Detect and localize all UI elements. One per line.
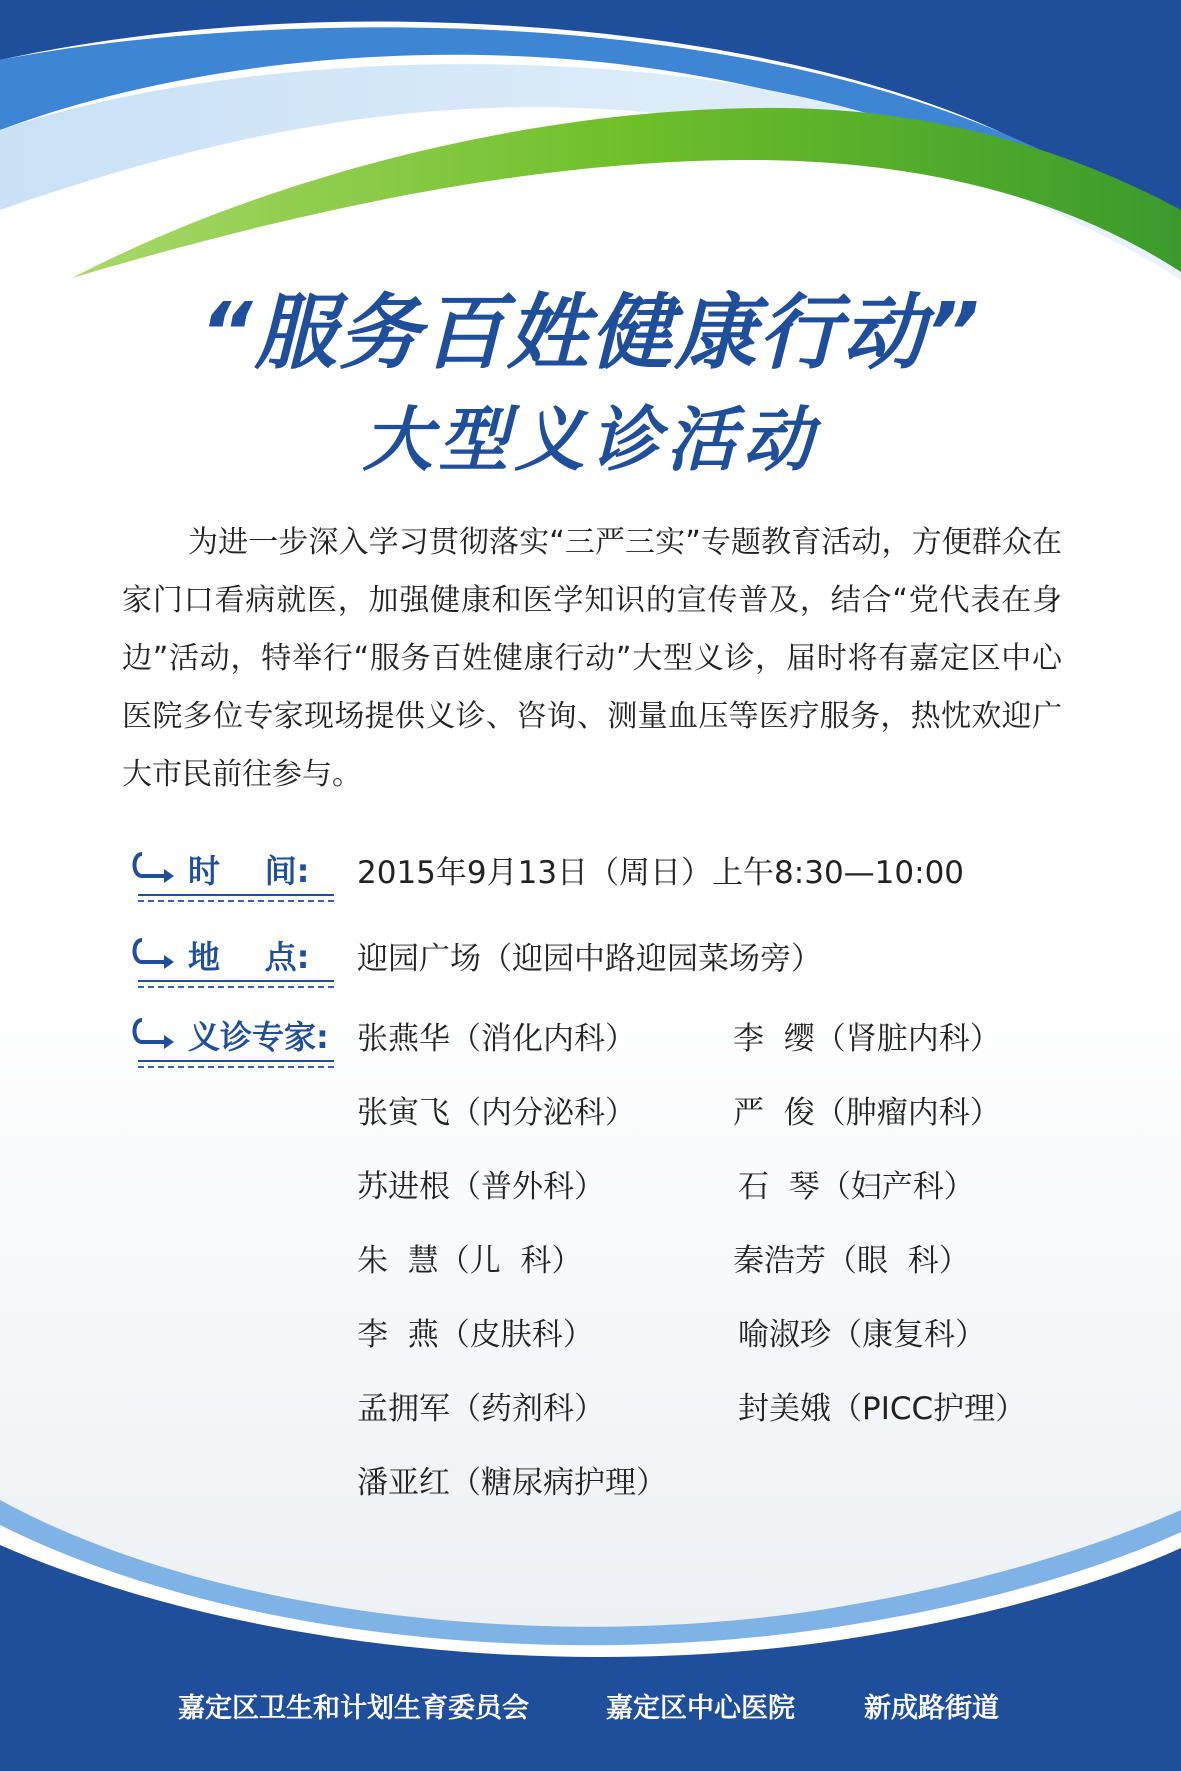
organizer-street-office: 新成路街道 [864, 1693, 999, 1724]
expert-item: 秦浩芳（眼 科） [733, 1243, 970, 1279]
curved-arrow-icon [128, 934, 178, 972]
expert-item: 严 俊（肿瘤内科） [733, 1095, 1001, 1131]
expert-item: 朱 慧（儿 科） [357, 1243, 583, 1279]
expert-item: 张寅飞（内分泌科） [357, 1095, 636, 1131]
expert-item: 封美娥（PICC护理） [738, 1391, 1027, 1427]
label-underline [138, 894, 334, 902]
expert-item: 张燕华（消化内科） [357, 1021, 636, 1057]
experts-label: 义诊专家: [188, 1018, 329, 1056]
place-label-block [128, 932, 338, 978]
time-label-block [128, 846, 338, 892]
place-value: 迎园广场（迎园中路迎园菜场旁） [357, 941, 822, 977]
expert-item: 喻淑珍（康复科） [738, 1317, 986, 1353]
poster-title: “服务百姓健康行动” [199, 286, 982, 381]
expert-item: 李 缨（肾脏内科） [733, 1021, 1001, 1057]
intro-paragraph: 为进一步深入学习贯彻落实“三严三实”专题教育活动，方便群众在家门口看病就医，加强健康和医学知识的宣传普及，结合“党代表在身边”活动，特举行“服务百姓健康行动”大型义诊，届时将有嘉定区中心医院多位专家现场提供义诊、咨询、测量血压等医疗服务，热忱欢迎广大市民前往参与。 [122, 525, 1062, 792]
experts-label-block [128, 1012, 338, 1058]
expert-item: 潘亚红（糖尿病护理） [357, 1465, 667, 1501]
poster-subtitle: 大型义诊活动 [362, 399, 819, 481]
time-value: 2015年9月13日（周日）上午8:30—10:00 [357, 855, 965, 891]
expert-item: 孟拥军（药剂科） [357, 1391, 605, 1427]
label-underline [138, 980, 334, 988]
organizer-central-hospital: 嘉定区中心医院 [606, 1693, 795, 1724]
expert-item: 李 燕（皮肤科） [357, 1317, 594, 1353]
expert-item: 石 琴（妇产科） [738, 1169, 975, 1205]
curved-arrow-icon [128, 1014, 178, 1052]
label-underline [138, 1060, 334, 1068]
time-label: 时 间: [188, 852, 310, 890]
organizer-health-commission: 嘉定区卫生和计划生育委员会 [178, 1693, 529, 1724]
expert-item: 苏进根（普外科） [357, 1169, 605, 1205]
curved-arrow-icon [128, 848, 178, 886]
place-label: 地 点: [188, 938, 310, 976]
